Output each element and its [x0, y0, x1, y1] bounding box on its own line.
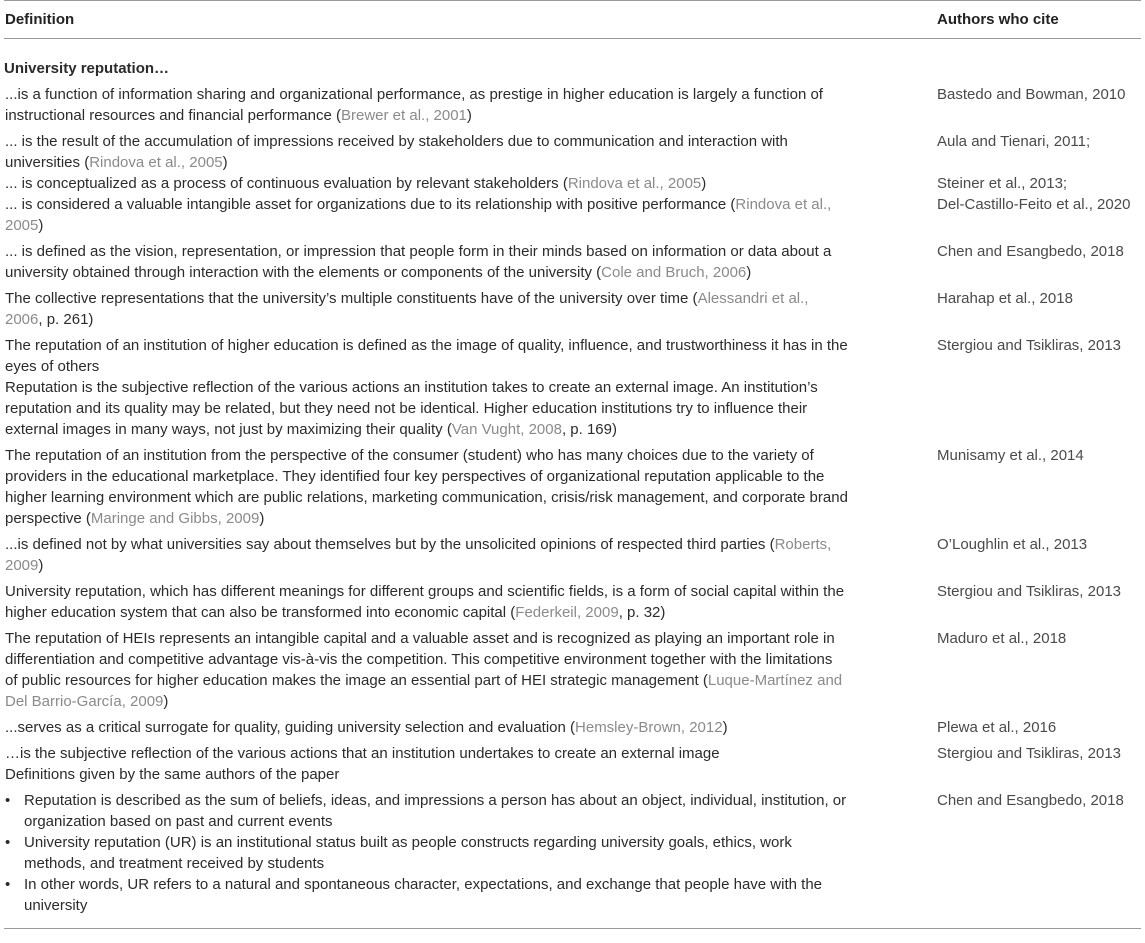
- author-cell: Chen and Esangbedo, 2018: [937, 792, 1124, 809]
- table-row: The reputation of an institution of higher education is defined as the image of quality, influence, and trustworthiness it has in the eyes of others Stergiou and Tsikliras, 2013: [4, 335, 1141, 377]
- citation-link[interactable]: Van Vught, 2008: [451, 421, 562, 438]
- table-row: [4, 790, 1141, 916]
- table-row: The collective representations that the university’s multiple constituents have of the university over time (Alessandri et al., 2006, p. 261) Harahap et al., 2018: [4, 288, 1141, 330]
- col-definition-header: Definition: [5, 11, 75, 28]
- table-row: …is the subjective reflection of the various actions that an institution undertakes to create an external image Stergiou and Tsikliras, 2013: [4, 743, 1141, 764]
- table-row: ... is conceptualized as a process of continuous evaluation by relevant stakeholders (Rindova et al., 2005) Steiner et al., 2013;: [4, 173, 1141, 194]
- table-row: ...serves as a critical surrogate for quality, guiding university selection and evaluation (Hemsley-Brown, 2012) Plewa et al., 2016: [4, 717, 1141, 738]
- author-cell: Maduro et al., 2018: [937, 630, 1067, 647]
- table-row: ... is the result of the accumulation of impressions received by stakeholders due to communication and interaction with universities (Rindova et al., 2005) Aula and Tienari, 2011;: [4, 131, 1141, 173]
- list-item: • Reputation is described as the sum of beliefs, ideas, and impressions a person has about an object, individual, institution, or organization based on past and current events: [5, 792, 847, 830]
- table-row: ...is a function of information sharing and organizational performance, as prestige in higher education is largely a function of instructional resources and financial performance (Brewer et al., 2001) Bastedo and Bowman, 2010: [4, 84, 1141, 126]
- table-row: ... is defined as the vision, representation, or impression that people form in their minds based on information or data about a university obtained through interaction with the elements or components of the university (Cole and Bruch, 2006) Chen and Esangbedo, 2018: [4, 241, 1141, 283]
- citation-link[interactable]: Federkeil, 2009: [515, 604, 619, 621]
- citation-link[interactable]: Rindova et al., 2005: [89, 154, 223, 171]
- citation-link[interactable]: Luque-Martínez and Del Barrio-García, 2009: [5, 672, 843, 710]
- author-cell: Stergiou and Tsikliras, 2013: [937, 337, 1121, 354]
- table-header: [4, 0, 1141, 39]
- table-row: Definitions given by the same authors of the paper: [4, 764, 1141, 785]
- citation-link[interactable]: Maringe and Gibbs, 2009: [90, 510, 260, 527]
- author-cell: [937, 764, 1141, 785]
- list-item: • University reputation (UR) is an institutional status built as people constructs regarding university goals, ethics, work methods, and treatment received by students: [5, 834, 792, 872]
- author-cell: Steiner et al., 2013;: [937, 175, 1068, 192]
- table-row: ... is considered a valuable intangible asset for organizations due to its relationship with positive performance (Rindova et al., 2005) Del-Castillo-Feito et al., 2020: [4, 194, 1141, 236]
- author-cell: Chen and Esangbedo, 2018: [937, 243, 1124, 260]
- citation-link[interactable]: Hemsley-Brown, 2012: [575, 719, 723, 736]
- table-row: ...is defined not by what universities say about themselves but by the unsolicited opinions of respected third parties (Roberts, 2009) O’Loughlin et al., 2013: [4, 534, 1141, 576]
- author-cell: Del-Castillo-Feito et al., 2020: [937, 196, 1131, 213]
- bullet-marker: •: [5, 876, 11, 893]
- author-cell: Bastedo and Bowman, 2010: [937, 86, 1126, 103]
- citation-link[interactable]: Cole and Bruch, 2006: [601, 264, 747, 281]
- bullet-marker: •: [5, 792, 11, 809]
- table-row: Reputation is the subjective reflection of the various actions an institution takes to create an external image. An institution’s reputation and its quality may be related, but they need not be identical. Higher education institutions try to influence their external images in many ways, not just by maximizing their quality (Van Vught, 2008, p. 169): [4, 377, 1141, 440]
- author-cell: Plewa et al., 2016: [937, 719, 1057, 736]
- section-heading: University reputation…: [4, 60, 170, 77]
- author-cell: [937, 377, 1141, 440]
- citation-link[interactable]: Rindova et al., 2005: [567, 175, 702, 192]
- author-cell: Harahap et al., 2018: [937, 290, 1073, 307]
- table-row: University reputation, which has different meanings for different groups and scientific fields, is a form of social capital within the higher education system that can also be transformed into economic capital (Federkeil, 2009, p. 32) Stergiou and Tsikliras, 2013: [4, 581, 1141, 623]
- bullet-marker: •: [5, 834, 11, 851]
- table-row: The reputation of HEIs represents an intangible capital and a valuable asset and is recognized as playing an important role in differentiation and competitive advantage vis-à-vis the competition. This competitive environment together with the limitations of public resources for higher education makes the image an essential part of HEI strategic management (Luque-Martínez and Del Barrio-García, 2009) Maduro et al., 2018: [4, 628, 1141, 712]
- citation-link[interactable]: Rindova et al., 2005: [5, 196, 832, 234]
- definitions-table: [4, 0, 1141, 929]
- author-cell: Stergiou and Tsikliras, 2013: [937, 745, 1121, 762]
- citation-link[interactable]: Brewer et al., 2001: [341, 107, 467, 124]
- author-cell: Stergiou and Tsikliras, 2013: [937, 583, 1121, 600]
- table-bottom-rule: [4, 928, 1141, 929]
- citation-link[interactable]: Roberts, 2009: [5, 536, 832, 574]
- col-authors-header: Authors who cite: [937, 11, 1059, 28]
- bullet-list: [4, 790, 848, 916]
- author-cell: O’Loughlin et al., 2013: [937, 536, 1088, 553]
- author-cell: Aula and Tienari, 2011;: [937, 133, 1091, 150]
- table-body: [4, 58, 1141, 929]
- table-row: The reputation of an institution from the perspective of the consumer (student) who has many choices due to the variety of providers in the educational marketplace. They identified four key perspectives of organizational reputation applicable to the higher learning environment which are public relations, marketing communication, crisis/risk management, and corporate brand perspective (Maringe and Gibbs, 2009) Munisamy et al., 2014: [4, 445, 1141, 529]
- author-cell: Munisamy et al., 2014: [937, 447, 1084, 464]
- citation-link[interactable]: Alessandri et al., 2006: [5, 290, 809, 328]
- list-item: • In other words, UR refers to a natural and spontaneous character, expectations, and exchange that people have with the university: [5, 876, 823, 914]
